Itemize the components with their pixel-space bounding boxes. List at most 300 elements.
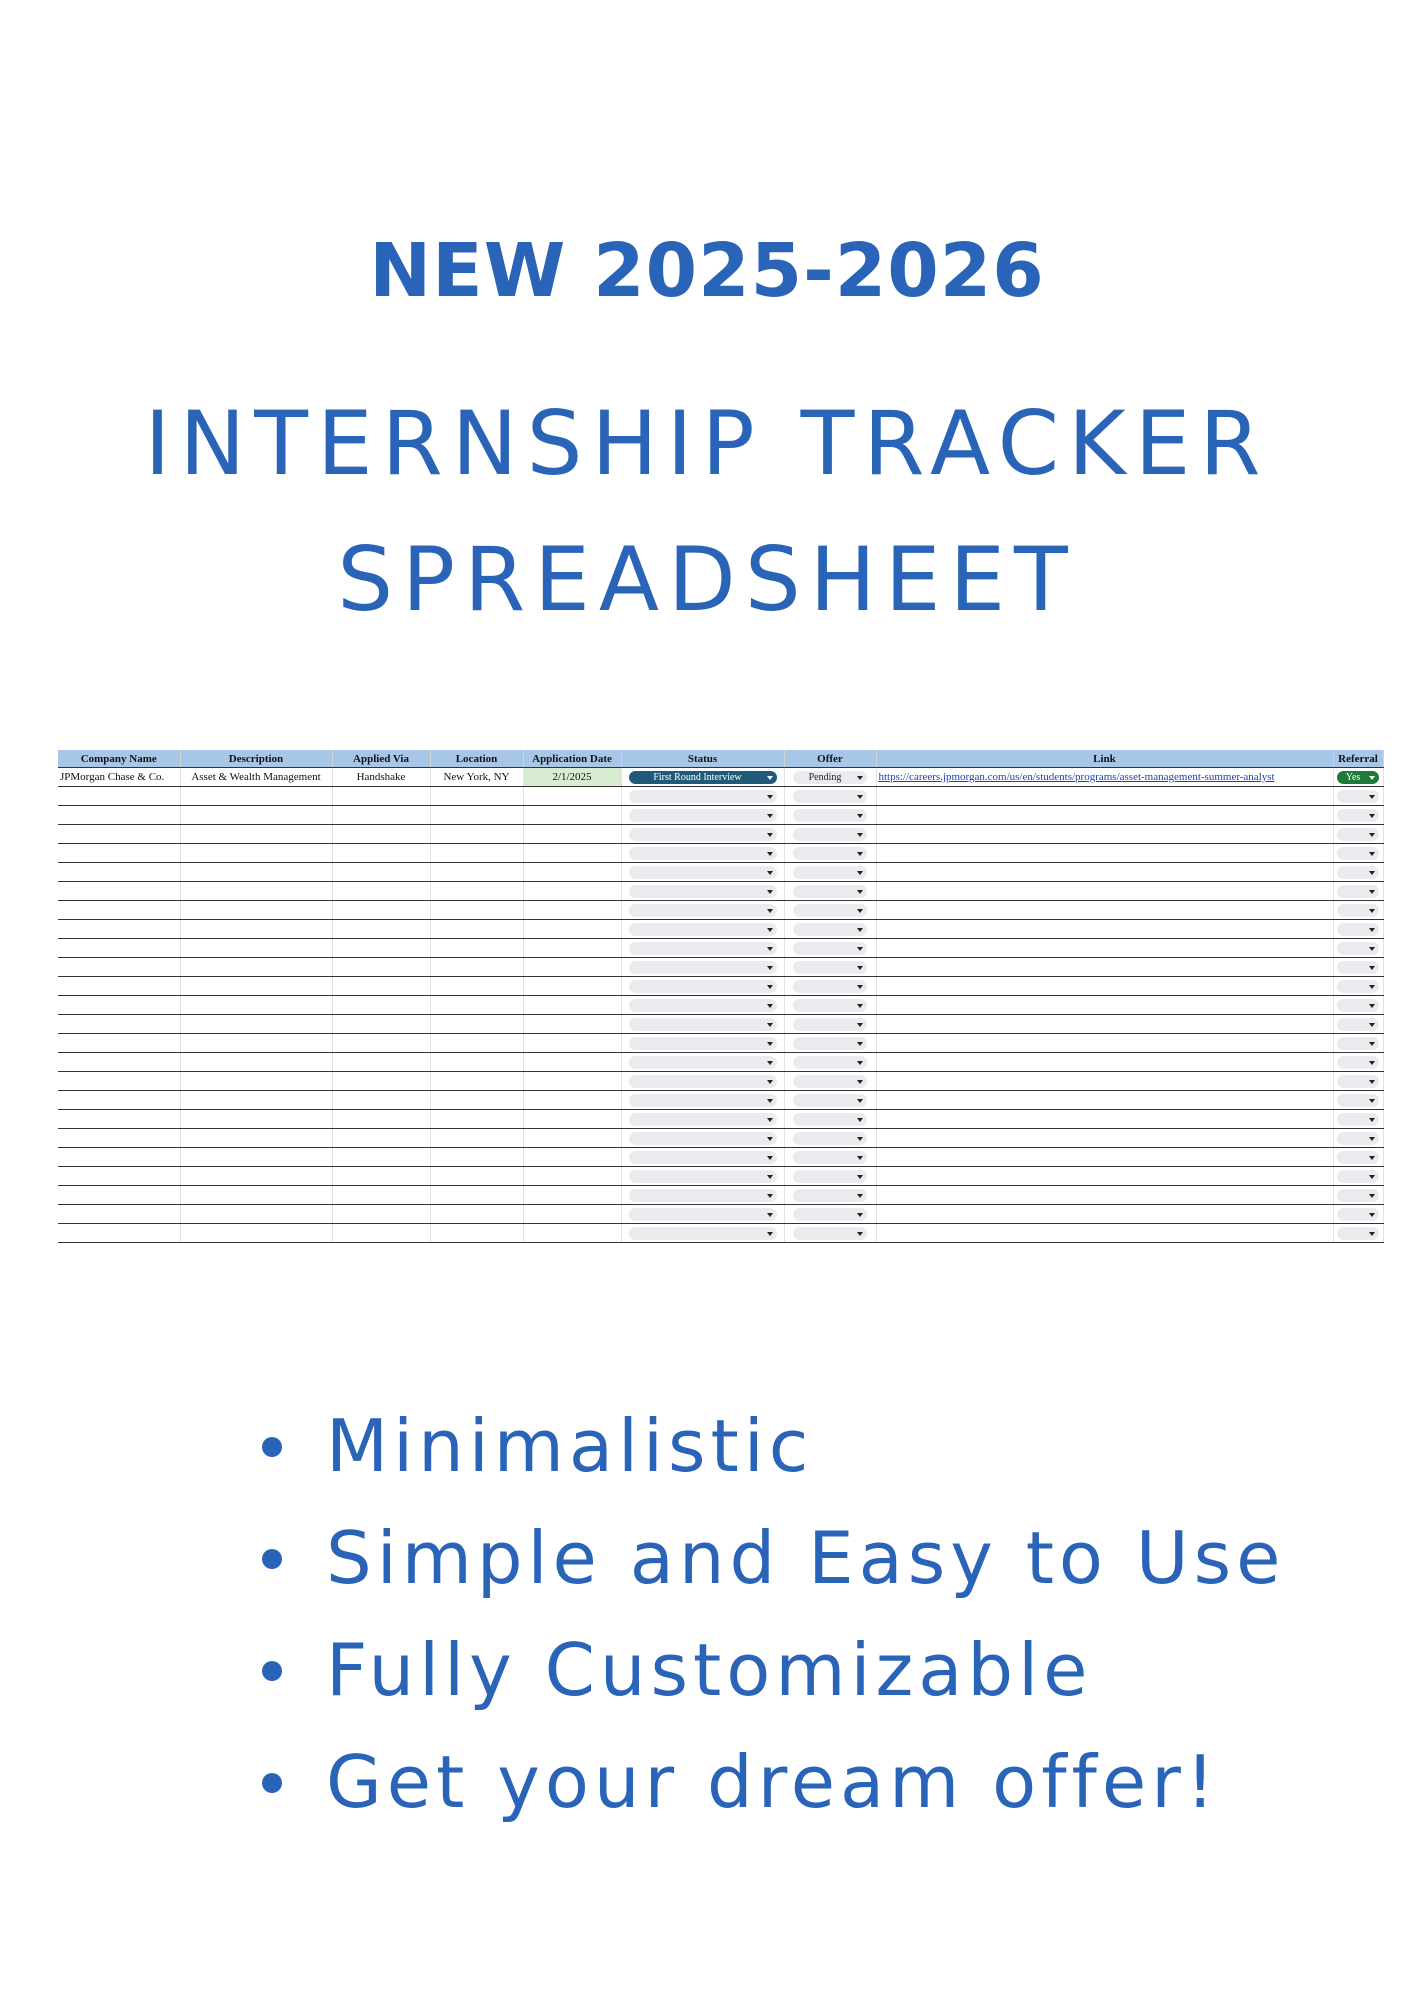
location-cell[interactable]: New York, NY [430, 768, 523, 787]
offer-dropdown[interactable] [793, 1151, 867, 1164]
location-cell[interactable] [430, 1224, 523, 1243]
company-cell[interactable] [58, 920, 180, 939]
status-cell[interactable] [621, 996, 784, 1015]
offer-cell[interactable] [784, 939, 876, 958]
referral-cell[interactable] [1333, 825, 1383, 844]
application-date-cell[interactable] [523, 1072, 621, 1091]
application-date-cell[interactable] [523, 1034, 621, 1053]
company-cell[interactable] [58, 1224, 180, 1243]
referral-dropdown[interactable] [1337, 904, 1379, 917]
referral-cell[interactable] [1333, 768, 1383, 787]
referral-cell[interactable] [1333, 1186, 1383, 1205]
location-cell[interactable] [430, 996, 523, 1015]
description-cell[interactable] [180, 1034, 332, 1053]
status-cell[interactable] [621, 806, 784, 825]
link-cell[interactable] [876, 1205, 1333, 1224]
offer-cell[interactable] [784, 1148, 876, 1167]
company-cell[interactable] [58, 1110, 180, 1129]
referral-cell[interactable] [1333, 806, 1383, 825]
description-cell[interactable] [180, 996, 332, 1015]
status-cell[interactable] [621, 768, 784, 787]
status-dropdown[interactable] [629, 999, 777, 1012]
status-cell[interactable] [621, 1110, 784, 1129]
applied-via-cell[interactable] [332, 958, 430, 977]
offer-cell[interactable] [784, 1110, 876, 1129]
company-cell[interactable] [58, 1167, 180, 1186]
link-cell[interactable] [876, 1167, 1333, 1186]
applied-via-cell[interactable] [332, 1072, 430, 1091]
offer-cell[interactable] [784, 787, 876, 806]
applied-via-cell[interactable] [332, 1053, 430, 1072]
description-cell[interactable] [180, 806, 332, 825]
offer-dropdown[interactable] [793, 1056, 867, 1069]
company-cell[interactable] [58, 1091, 180, 1110]
application-date-cell[interactable] [523, 996, 621, 1015]
application-date-cell[interactable] [523, 1186, 621, 1205]
link-cell[interactable] [876, 1053, 1333, 1072]
referral-cell[interactable] [1333, 882, 1383, 901]
offer-cell[interactable] [784, 863, 876, 882]
referral-cell[interactable] [1333, 939, 1383, 958]
application-date-cell[interactable] [523, 863, 621, 882]
location-cell[interactable] [430, 1034, 523, 1053]
referral-dropdown[interactable] [1337, 1208, 1379, 1221]
referral-dropdown[interactable] [1337, 1094, 1379, 1107]
description-cell[interactable] [180, 863, 332, 882]
company-cell[interactable]: JPMorgan Chase & Co. [58, 768, 180, 787]
company-cell[interactable] [58, 882, 180, 901]
company-cell[interactable] [58, 1015, 180, 1034]
referral-cell[interactable] [1333, 1224, 1383, 1243]
status-cell[interactable] [621, 787, 784, 806]
description-cell[interactable] [180, 901, 332, 920]
status-dropdown[interactable] [629, 1113, 777, 1126]
status-cell[interactable] [621, 901, 784, 920]
link-cell[interactable] [876, 825, 1333, 844]
referral-cell[interactable] [1333, 901, 1383, 920]
referral-cell[interactable] [1333, 1148, 1383, 1167]
applied-via-cell[interactable] [332, 1186, 430, 1205]
company-cell[interactable] [58, 901, 180, 920]
status-dropdown[interactable] [629, 1037, 777, 1050]
description-cell[interactable] [180, 825, 332, 844]
offer-dropdown[interactable] [793, 847, 867, 860]
location-cell[interactable] [430, 1148, 523, 1167]
offer-cell[interactable] [784, 825, 876, 844]
link-cell[interactable] [876, 787, 1333, 806]
offer-dropdown[interactable] [793, 1208, 867, 1221]
location-cell[interactable] [430, 1110, 523, 1129]
offer-dropdown[interactable] [793, 1018, 867, 1031]
status-dropdown[interactable] [629, 904, 777, 917]
referral-dropdown[interactable] [1337, 1113, 1379, 1126]
application-date-cell[interactable] [523, 844, 621, 863]
link-cell[interactable] [876, 939, 1333, 958]
link-cell[interactable] [876, 1110, 1333, 1129]
referral-dropdown[interactable] [1337, 771, 1379, 784]
company-cell[interactable] [58, 977, 180, 996]
link-cell[interactable] [876, 1186, 1333, 1205]
referral-cell[interactable] [1333, 863, 1383, 882]
link-cell[interactable] [876, 1129, 1333, 1148]
application-date-cell[interactable] [523, 1224, 621, 1243]
company-cell[interactable] [58, 787, 180, 806]
offer-cell[interactable] [784, 882, 876, 901]
status-dropdown[interactable] [629, 771, 777, 784]
offer-cell[interactable] [784, 1015, 876, 1034]
applied-via-cell[interactable] [332, 806, 430, 825]
link-cell[interactable] [876, 1015, 1333, 1034]
applied-via-cell[interactable] [332, 787, 430, 806]
status-dropdown[interactable] [629, 961, 777, 974]
description-cell[interactable] [180, 787, 332, 806]
status-dropdown[interactable] [629, 1227, 777, 1240]
offer-dropdown[interactable] [793, 942, 867, 955]
offer-cell[interactable] [784, 1224, 876, 1243]
application-date-cell[interactable]: 2/1/2025 [523, 768, 621, 787]
application-date-cell[interactable] [523, 1129, 621, 1148]
status-cell[interactable] [621, 939, 784, 958]
company-cell[interactable] [58, 863, 180, 882]
description-cell[interactable] [180, 977, 332, 996]
application-date-cell[interactable] [523, 1015, 621, 1034]
offer-cell[interactable] [784, 920, 876, 939]
offer-dropdown[interactable] [793, 809, 867, 822]
status-dropdown[interactable] [629, 923, 777, 936]
description-cell[interactable] [180, 939, 332, 958]
status-dropdown[interactable] [629, 1170, 777, 1183]
offer-dropdown[interactable] [793, 1113, 867, 1126]
status-cell[interactable] [621, 958, 784, 977]
application-date-cell[interactable] [523, 958, 621, 977]
application-date-cell[interactable] [523, 1167, 621, 1186]
referral-cell[interactable] [1333, 787, 1383, 806]
description-cell[interactable] [180, 1053, 332, 1072]
status-dropdown[interactable] [629, 1056, 777, 1069]
applied-via-cell[interactable] [332, 1167, 430, 1186]
application-date-cell[interactable] [523, 1053, 621, 1072]
referral-cell[interactable] [1333, 844, 1383, 863]
applied-via-cell[interactable] [332, 1148, 430, 1167]
status-cell[interactable] [621, 825, 784, 844]
status-cell[interactable] [621, 920, 784, 939]
link-cell[interactable] [876, 1224, 1333, 1243]
application-date-cell[interactable] [523, 787, 621, 806]
referral-dropdown[interactable] [1337, 866, 1379, 879]
referral-dropdown[interactable] [1337, 1056, 1379, 1069]
referral-cell[interactable] [1333, 1091, 1383, 1110]
description-cell[interactable] [180, 1072, 332, 1091]
referral-cell[interactable] [1333, 958, 1383, 977]
referral-cell[interactable] [1333, 977, 1383, 996]
status-dropdown[interactable] [629, 809, 777, 822]
referral-cell[interactable] [1333, 1053, 1383, 1072]
company-cell[interactable] [58, 1186, 180, 1205]
link-cell[interactable] [876, 806, 1333, 825]
offer-cell[interactable] [784, 1186, 876, 1205]
location-cell[interactable] [430, 863, 523, 882]
applied-via-cell[interactable] [332, 844, 430, 863]
applied-via-cell[interactable] [332, 1110, 430, 1129]
location-cell[interactable] [430, 1015, 523, 1034]
offer-cell[interactable] [784, 844, 876, 863]
referral-dropdown[interactable] [1337, 961, 1379, 974]
application-date-cell[interactable] [523, 825, 621, 844]
status-cell[interactable] [621, 882, 784, 901]
offer-cell[interactable] [784, 1129, 876, 1148]
company-cell[interactable] [58, 844, 180, 863]
description-cell[interactable] [180, 1091, 332, 1110]
applied-via-cell[interactable] [332, 1091, 430, 1110]
referral-dropdown[interactable] [1337, 999, 1379, 1012]
company-cell[interactable] [58, 939, 180, 958]
application-date-cell[interactable] [523, 939, 621, 958]
description-cell[interactable]: Asset & Wealth Management [180, 768, 332, 787]
status-dropdown[interactable] [629, 847, 777, 860]
status-cell[interactable] [621, 844, 784, 863]
referral-dropdown[interactable] [1337, 828, 1379, 841]
offer-cell[interactable] [784, 958, 876, 977]
applied-via-cell[interactable] [332, 920, 430, 939]
application-date-cell[interactable] [523, 977, 621, 996]
location-cell[interactable] [430, 806, 523, 825]
offer-cell[interactable] [784, 1034, 876, 1053]
applied-via-cell[interactable] [332, 1015, 430, 1034]
applied-via-cell[interactable] [332, 977, 430, 996]
status-cell[interactable] [621, 1015, 784, 1034]
status-dropdown[interactable] [629, 1208, 777, 1221]
referral-dropdown[interactable] [1337, 923, 1379, 936]
status-dropdown[interactable] [629, 1075, 777, 1088]
offer-cell[interactable] [784, 1072, 876, 1091]
status-cell[interactable] [621, 1205, 784, 1224]
location-cell[interactable] [430, 939, 523, 958]
referral-cell[interactable] [1333, 1129, 1383, 1148]
referral-cell[interactable] [1333, 1110, 1383, 1129]
offer-dropdown[interactable] [793, 885, 867, 898]
application-date-cell[interactable] [523, 1091, 621, 1110]
application-date-cell[interactable] [523, 1110, 621, 1129]
status-dropdown[interactable] [629, 980, 777, 993]
location-cell[interactable] [430, 787, 523, 806]
company-cell[interactable] [58, 1129, 180, 1148]
referral-dropdown[interactable] [1337, 847, 1379, 860]
offer-dropdown[interactable] [793, 1037, 867, 1050]
status-dropdown[interactable] [629, 1151, 777, 1164]
status-cell[interactable] [621, 863, 784, 882]
company-cell[interactable] [58, 1148, 180, 1167]
offer-cell[interactable] [784, 806, 876, 825]
description-cell[interactable] [180, 1167, 332, 1186]
offer-dropdown[interactable] [793, 866, 867, 879]
link-cell[interactable] [876, 844, 1333, 863]
link-cell[interactable] [876, 1148, 1333, 1167]
status-cell[interactable] [621, 1091, 784, 1110]
status-dropdown[interactable] [629, 942, 777, 955]
status-dropdown[interactable] [629, 828, 777, 841]
status-dropdown[interactable] [629, 866, 777, 879]
offer-cell[interactable] [784, 996, 876, 1015]
status-cell[interactable] [621, 1129, 784, 1148]
location-cell[interactable] [430, 1167, 523, 1186]
link-cell[interactable] [876, 977, 1333, 996]
offer-dropdown[interactable] [793, 828, 867, 841]
description-cell[interactable] [180, 1224, 332, 1243]
location-cell[interactable] [430, 1186, 523, 1205]
offer-dropdown[interactable] [793, 1075, 867, 1088]
company-cell[interactable] [58, 958, 180, 977]
description-cell[interactable] [180, 1205, 332, 1224]
link-cell[interactable] [876, 1072, 1333, 1091]
location-cell[interactable] [430, 1091, 523, 1110]
applied-via-cell[interactable] [332, 1205, 430, 1224]
application-date-cell[interactable] [523, 1205, 621, 1224]
referral-cell[interactable] [1333, 920, 1383, 939]
referral-cell[interactable] [1333, 1072, 1383, 1091]
referral-dropdown[interactable] [1337, 980, 1379, 993]
offer-cell[interactable] [784, 977, 876, 996]
location-cell[interactable] [430, 977, 523, 996]
description-cell[interactable] [180, 920, 332, 939]
offer-dropdown[interactable] [793, 980, 867, 993]
offer-dropdown[interactable] [793, 790, 867, 803]
offer-dropdown[interactable] [793, 904, 867, 917]
status-dropdown[interactable] [629, 1094, 777, 1107]
status-cell[interactable] [621, 977, 784, 996]
referral-dropdown[interactable] [1337, 942, 1379, 955]
description-cell[interactable] [180, 1129, 332, 1148]
status-dropdown[interactable] [629, 885, 777, 898]
referral-cell[interactable] [1333, 996, 1383, 1015]
referral-cell[interactable] [1333, 1015, 1383, 1034]
company-cell[interactable] [58, 1034, 180, 1053]
offer-dropdown[interactable] [793, 1189, 867, 1202]
offer-dropdown[interactable] [793, 923, 867, 936]
location-cell[interactable] [430, 958, 523, 977]
applied-via-cell[interactable]: Handshake [332, 768, 430, 787]
referral-dropdown[interactable] [1337, 1170, 1379, 1183]
link-cell[interactable] [876, 768, 1333, 787]
application-date-cell[interactable] [523, 920, 621, 939]
applied-via-cell[interactable] [332, 882, 430, 901]
location-cell[interactable] [430, 844, 523, 863]
status-cell[interactable] [621, 1072, 784, 1091]
referral-cell[interactable] [1333, 1167, 1383, 1186]
status-cell[interactable] [621, 1167, 784, 1186]
offer-dropdown[interactable] [793, 1094, 867, 1107]
description-cell[interactable] [180, 958, 332, 977]
location-cell[interactable] [430, 882, 523, 901]
status-cell[interactable] [621, 1148, 784, 1167]
location-cell[interactable] [430, 920, 523, 939]
company-cell[interactable] [58, 996, 180, 1015]
status-dropdown[interactable] [629, 1189, 777, 1202]
company-cell[interactable] [58, 1072, 180, 1091]
applied-via-cell[interactable] [332, 825, 430, 844]
offer-cell[interactable] [784, 1167, 876, 1186]
company-cell[interactable] [58, 1205, 180, 1224]
location-cell[interactable] [430, 1053, 523, 1072]
offer-dropdown[interactable] [793, 1132, 867, 1145]
offer-cell[interactable] [784, 1053, 876, 1072]
description-cell[interactable] [180, 1015, 332, 1034]
link-cell[interactable] [876, 996, 1333, 1015]
link-cell[interactable] [876, 1034, 1333, 1053]
referral-dropdown[interactable] [1337, 1075, 1379, 1088]
offer-cell[interactable] [784, 768, 876, 787]
link-cell[interactable] [876, 863, 1333, 882]
offer-dropdown[interactable] [793, 1170, 867, 1183]
company-cell[interactable] [58, 806, 180, 825]
link-cell[interactable] [876, 920, 1333, 939]
status-dropdown[interactable] [629, 1018, 777, 1031]
referral-dropdown[interactable] [1337, 1037, 1379, 1050]
status-cell[interactable] [621, 1224, 784, 1243]
company-cell[interactable] [58, 825, 180, 844]
location-cell[interactable] [430, 825, 523, 844]
status-cell[interactable] [621, 1186, 784, 1205]
location-cell[interactable] [430, 1072, 523, 1091]
status-dropdown[interactable] [629, 790, 777, 803]
referral-dropdown[interactable] [1337, 1227, 1379, 1240]
offer-dropdown[interactable] [793, 771, 867, 784]
applied-via-cell[interactable] [332, 939, 430, 958]
applied-via-cell[interactable] [332, 1034, 430, 1053]
offer-dropdown[interactable] [793, 961, 867, 974]
offer-dropdown[interactable] [793, 1227, 867, 1240]
location-cell[interactable] [430, 901, 523, 920]
applied-via-cell[interactable] [332, 1224, 430, 1243]
link-cell[interactable] [876, 882, 1333, 901]
link-cell[interactable] [876, 1091, 1333, 1110]
company-cell[interactable] [58, 1053, 180, 1072]
description-cell[interactable] [180, 844, 332, 863]
application-date-cell[interactable] [523, 882, 621, 901]
description-cell[interactable] [180, 882, 332, 901]
application-date-cell[interactable] [523, 806, 621, 825]
referral-dropdown[interactable] [1337, 885, 1379, 898]
link-cell[interactable] [876, 958, 1333, 977]
location-cell[interactable] [430, 1129, 523, 1148]
status-dropdown[interactable] [629, 1132, 777, 1145]
application-date-cell[interactable] [523, 1148, 621, 1167]
referral-cell[interactable] [1333, 1034, 1383, 1053]
referral-dropdown[interactable] [1337, 1018, 1379, 1031]
description-cell[interactable] [180, 1186, 332, 1205]
offer-cell[interactable] [784, 901, 876, 920]
link-cell[interactable] [876, 901, 1333, 920]
referral-dropdown[interactable] [1337, 1151, 1379, 1164]
applied-via-cell[interactable] [332, 901, 430, 920]
application-date-cell[interactable] [523, 901, 621, 920]
referral-dropdown[interactable] [1337, 790, 1379, 803]
applied-via-cell[interactable] [332, 863, 430, 882]
status-cell[interactable] [621, 1034, 784, 1053]
application-link[interactable]: https://careers.jpmorgan.com/us/en/students/programs/asset-management-summer-analyst [878, 771, 1275, 783]
location-cell[interactable] [430, 1205, 523, 1224]
offer-cell[interactable] [784, 1205, 876, 1224]
referral-cell[interactable] [1333, 1205, 1383, 1224]
applied-via-cell[interactable] [332, 1129, 430, 1148]
status-cell[interactable] [621, 1053, 784, 1072]
offer-cell[interactable] [784, 1091, 876, 1110]
description-cell[interactable] [180, 1148, 332, 1167]
referral-dropdown[interactable] [1337, 1132, 1379, 1145]
referral-dropdown[interactable] [1337, 1189, 1379, 1202]
referral-dropdown[interactable] [1337, 809, 1379, 822]
applied-via-cell[interactable] [332, 996, 430, 1015]
description-cell[interactable] [180, 1110, 332, 1129]
